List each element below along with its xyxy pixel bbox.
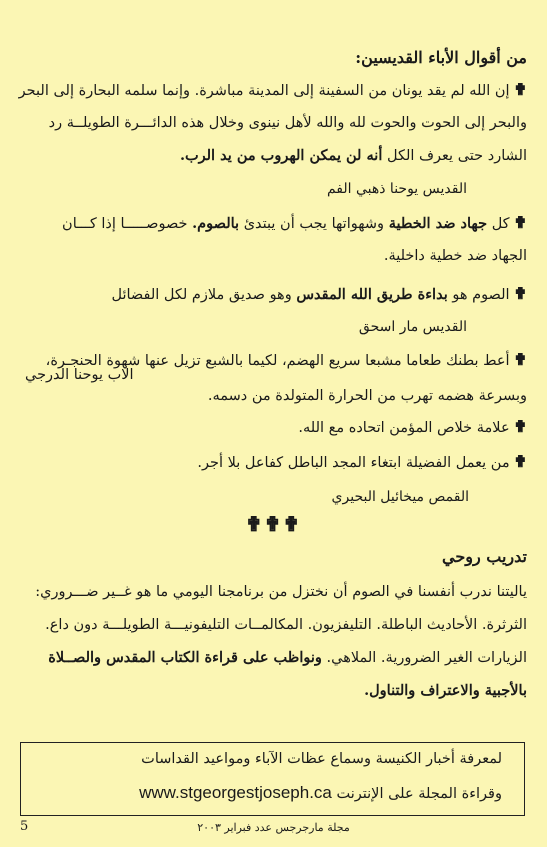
quote-2-line-2: الجهاد ضد خطية داخلية. bbox=[383, 248, 527, 264]
cross-icon: ✟ bbox=[513, 452, 527, 471]
attribution-behairy: القمص ميخائيل البحيري bbox=[331, 489, 469, 505]
training-line-2: الثرثرة. الأحاديث الباطلة. التليفزيون. المكالمــات التليفونيـــة الطويلـــة دون داع. bbox=[45, 617, 527, 633]
section-title-training: تدريب روحي bbox=[442, 547, 527, 566]
website-link[interactable]: www.stgeorgestjoseph.ca bbox=[139, 783, 332, 802]
cross-icon: ✟ bbox=[513, 350, 527, 369]
page-number: 5 bbox=[20, 819, 29, 834]
cross-icon: ✟ bbox=[513, 80, 527, 99]
cross-divider-icon: ✟✟✟ bbox=[245, 512, 302, 536]
quote-6: ✟من يعمل الفضيلة ابتغاء المجد الباطل كفاعل بلا أجر. bbox=[197, 452, 527, 471]
training-line-4: بالأجبية والاعتراف والتناول. bbox=[364, 682, 527, 699]
attribution-climacus: الاب يوحنا الدرجي bbox=[25, 367, 134, 383]
quote-4-line-2: وبسرعة هضمه تهرب من الحرارة المتولدة من دسمه. bbox=[207, 388, 527, 404]
cross-icon: ✟ bbox=[513, 213, 527, 232]
quote-4-line-1: ✟أعط بطنك طعاما مشبعا سريع الهضم، لكيما بالشبع تزيل عنها شهوة الحنجـرة، bbox=[45, 350, 527, 369]
website-info-box bbox=[20, 742, 525, 816]
cross-icon: ✟ bbox=[513, 417, 527, 436]
training-line-1: ياليتنا ندرب أنفسنا في الصوم أن نختزل من برنامجنا اليومي ما هو غــير ضـــروري: bbox=[35, 584, 527, 600]
quote-3: ✟الصوم هو بداءة طريق الله المقدس وهو صديق ملازم لكل الفضائل bbox=[111, 284, 527, 303]
website-info-line-1: لمعرفة أخبار الكنيسة وسماع عظات الآباء ومواعيد القداسات bbox=[141, 751, 502, 767]
cross-icon: ✟ bbox=[513, 284, 527, 303]
attribution-isaac: القديس مار اسحق bbox=[358, 319, 467, 335]
quote-1-line-2: والبحر إلى الحوت والحوت لله والله لأهل نينوى وخلال هذه الدائـــرة الطويلــة رد bbox=[48, 115, 527, 131]
attribution-chrysostom: القديس يوحنا ذهبي الفم bbox=[326, 181, 467, 197]
quote-1-line-1: ✟إن الله لم يقد يونان من السفينة إلى المدينة مباشرة. وإنما سلمه البحارة إلى البحر bbox=[18, 80, 527, 99]
training-line-3: الزيارات الغير الضرورية. الملاهي. ونواظب على قراءة الكتاب المقدس والصــلاة bbox=[48, 649, 527, 666]
website-info-line-2: وقراءة المجلة على الإنترنت www.stgeorgestjoseph.ca bbox=[139, 783, 502, 802]
quote-1-line-3: الشارد حتى يعرف الكل أنه لن يمكن الهروب من يد الرب. bbox=[179, 147, 527, 164]
quote-2-line-1: ✟كل جهاد ضد الخطية وشهواتها يجب أن يبتدئ بالصوم. خصوصـــــا إذا كـــان bbox=[62, 213, 527, 232]
footer-caption: مجلة مارجرجس عدد فبراير ٢٠٠٣ bbox=[197, 821, 350, 834]
quote-5: ✟علامة خلاص المؤمن اتحاده مع الله. bbox=[298, 417, 527, 436]
section-title-sayings: من أقوال الأباء القديسين: bbox=[355, 48, 527, 67]
